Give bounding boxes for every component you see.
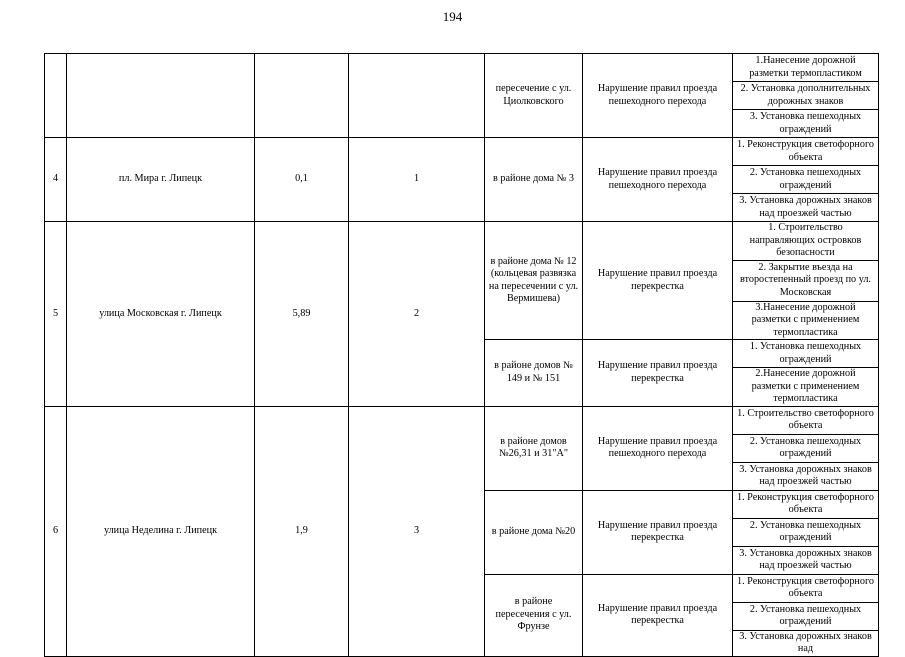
measures-table <box>44 53 879 657</box>
location-cell: пересечение с ул. Циолковского <box>485 54 583 138</box>
count-cell: 2 <box>349 222 485 407</box>
length-cell <box>255 54 349 138</box>
location-cell: в районе дома № 3 <box>485 138 583 222</box>
measure-cell: 3. Установка дорожных знаков над проезжей частью <box>733 462 879 490</box>
measure-cell: 3. Установка пешеходных ограждений <box>733 110 879 138</box>
street-cell: пл. Мира г. Липецк <box>67 138 255 222</box>
row-number-cell: 6 <box>45 406 67 656</box>
measure-cell: 1. Реконструкция светофорного объекта <box>733 490 879 518</box>
street-cell <box>67 54 255 138</box>
measure-cell: 2. Закрытие въезда на второстепенный проезд по ул. Московская <box>733 260 879 301</box>
row-number-cell: 5 <box>45 222 67 407</box>
table-row <box>45 222 879 261</box>
table-row <box>45 406 879 434</box>
measure-cell: 1. Строительство светофорного объекта <box>733 406 879 434</box>
measure-cell: 2. Установка дополнительных дорожных знаков <box>733 82 879 110</box>
measure-cell: 3.Нанесение дорожной разметки с применением термопластика <box>733 301 879 340</box>
measure-cell: 2.Нанесение дорожной разметки с применением термопластика <box>733 368 879 407</box>
violation-cell: Нарушение правил проезда пешеходного перехода <box>583 54 733 138</box>
location-cell: в районе пересечения с ул. Фрунзе <box>485 574 583 656</box>
location-cell: в районе дома № 12 (кольцевая развязка на пересечении с ул. Вермишева) <box>485 222 583 340</box>
violation-cell: Нарушение правил проезда перекрестка <box>583 222 733 340</box>
measure-cell: 2. Установка пешеходных ограждений <box>733 434 879 462</box>
violation-cell: Нарушение правил проезда перекрестка <box>583 574 733 656</box>
violation-cell: Нарушение правил проезда пешеходного перехода <box>583 406 733 490</box>
location-cell: в районе домов №26,31 и 31"А" <box>485 406 583 490</box>
table-row <box>45 54 879 82</box>
location-cell: в районе домов № 149 и № 151 <box>485 340 583 407</box>
location-cell: в районе дома №20 <box>485 490 583 574</box>
measure-cell: 3. Установка дорожных знаков над проезжей частью <box>733 546 879 574</box>
measure-cell: 3. Установка дорожных знаков над <box>733 630 879 656</box>
measure-cell: 1. Строительство направляющих островков безопасности <box>733 222 879 261</box>
measure-cell: 1.Нанесение дорожной разметки термопластиком <box>733 54 879 82</box>
violation-cell: Нарушение правил проезда перекрестка <box>583 340 733 407</box>
measure-cell: 1. Реконструкция светофорного объекта <box>733 138 879 166</box>
page-number: 194 <box>442 9 463 24</box>
table-row <box>45 138 879 166</box>
length-cell: 5,89 <box>255 222 349 407</box>
row-number-cell: 4 <box>45 138 67 222</box>
measure-cell: 1. Установка пешеходных ограждений <box>733 340 879 368</box>
count-cell <box>349 54 485 138</box>
count-cell: 1 <box>349 138 485 222</box>
length-cell: 1,9 <box>255 406 349 656</box>
measure-cell: 3. Установка дорожных знаков над проезжей частью <box>733 194 879 222</box>
violation-cell: Нарушение правил проезда перекрестка <box>583 490 733 574</box>
count-cell: 3 <box>349 406 485 656</box>
measure-cell: 1. Реконструкция светофорного объекта <box>733 574 879 602</box>
street-cell: улица Московская г. Липецк <box>67 222 255 407</box>
row-number-cell <box>45 54 67 138</box>
violation-cell: Нарушение правил проезда пешеходного перехода <box>583 138 733 222</box>
measure-cell: 2. Установка пешеходных ограждений <box>733 602 879 630</box>
length-cell: 0,1 <box>255 138 349 222</box>
street-cell: улица Неделина г. Липецк <box>67 406 255 656</box>
measure-cell: 2. Установка пешеходных ограждений <box>733 518 879 546</box>
measure-cell: 2. Установка пешеходных ограждений <box>733 166 879 194</box>
